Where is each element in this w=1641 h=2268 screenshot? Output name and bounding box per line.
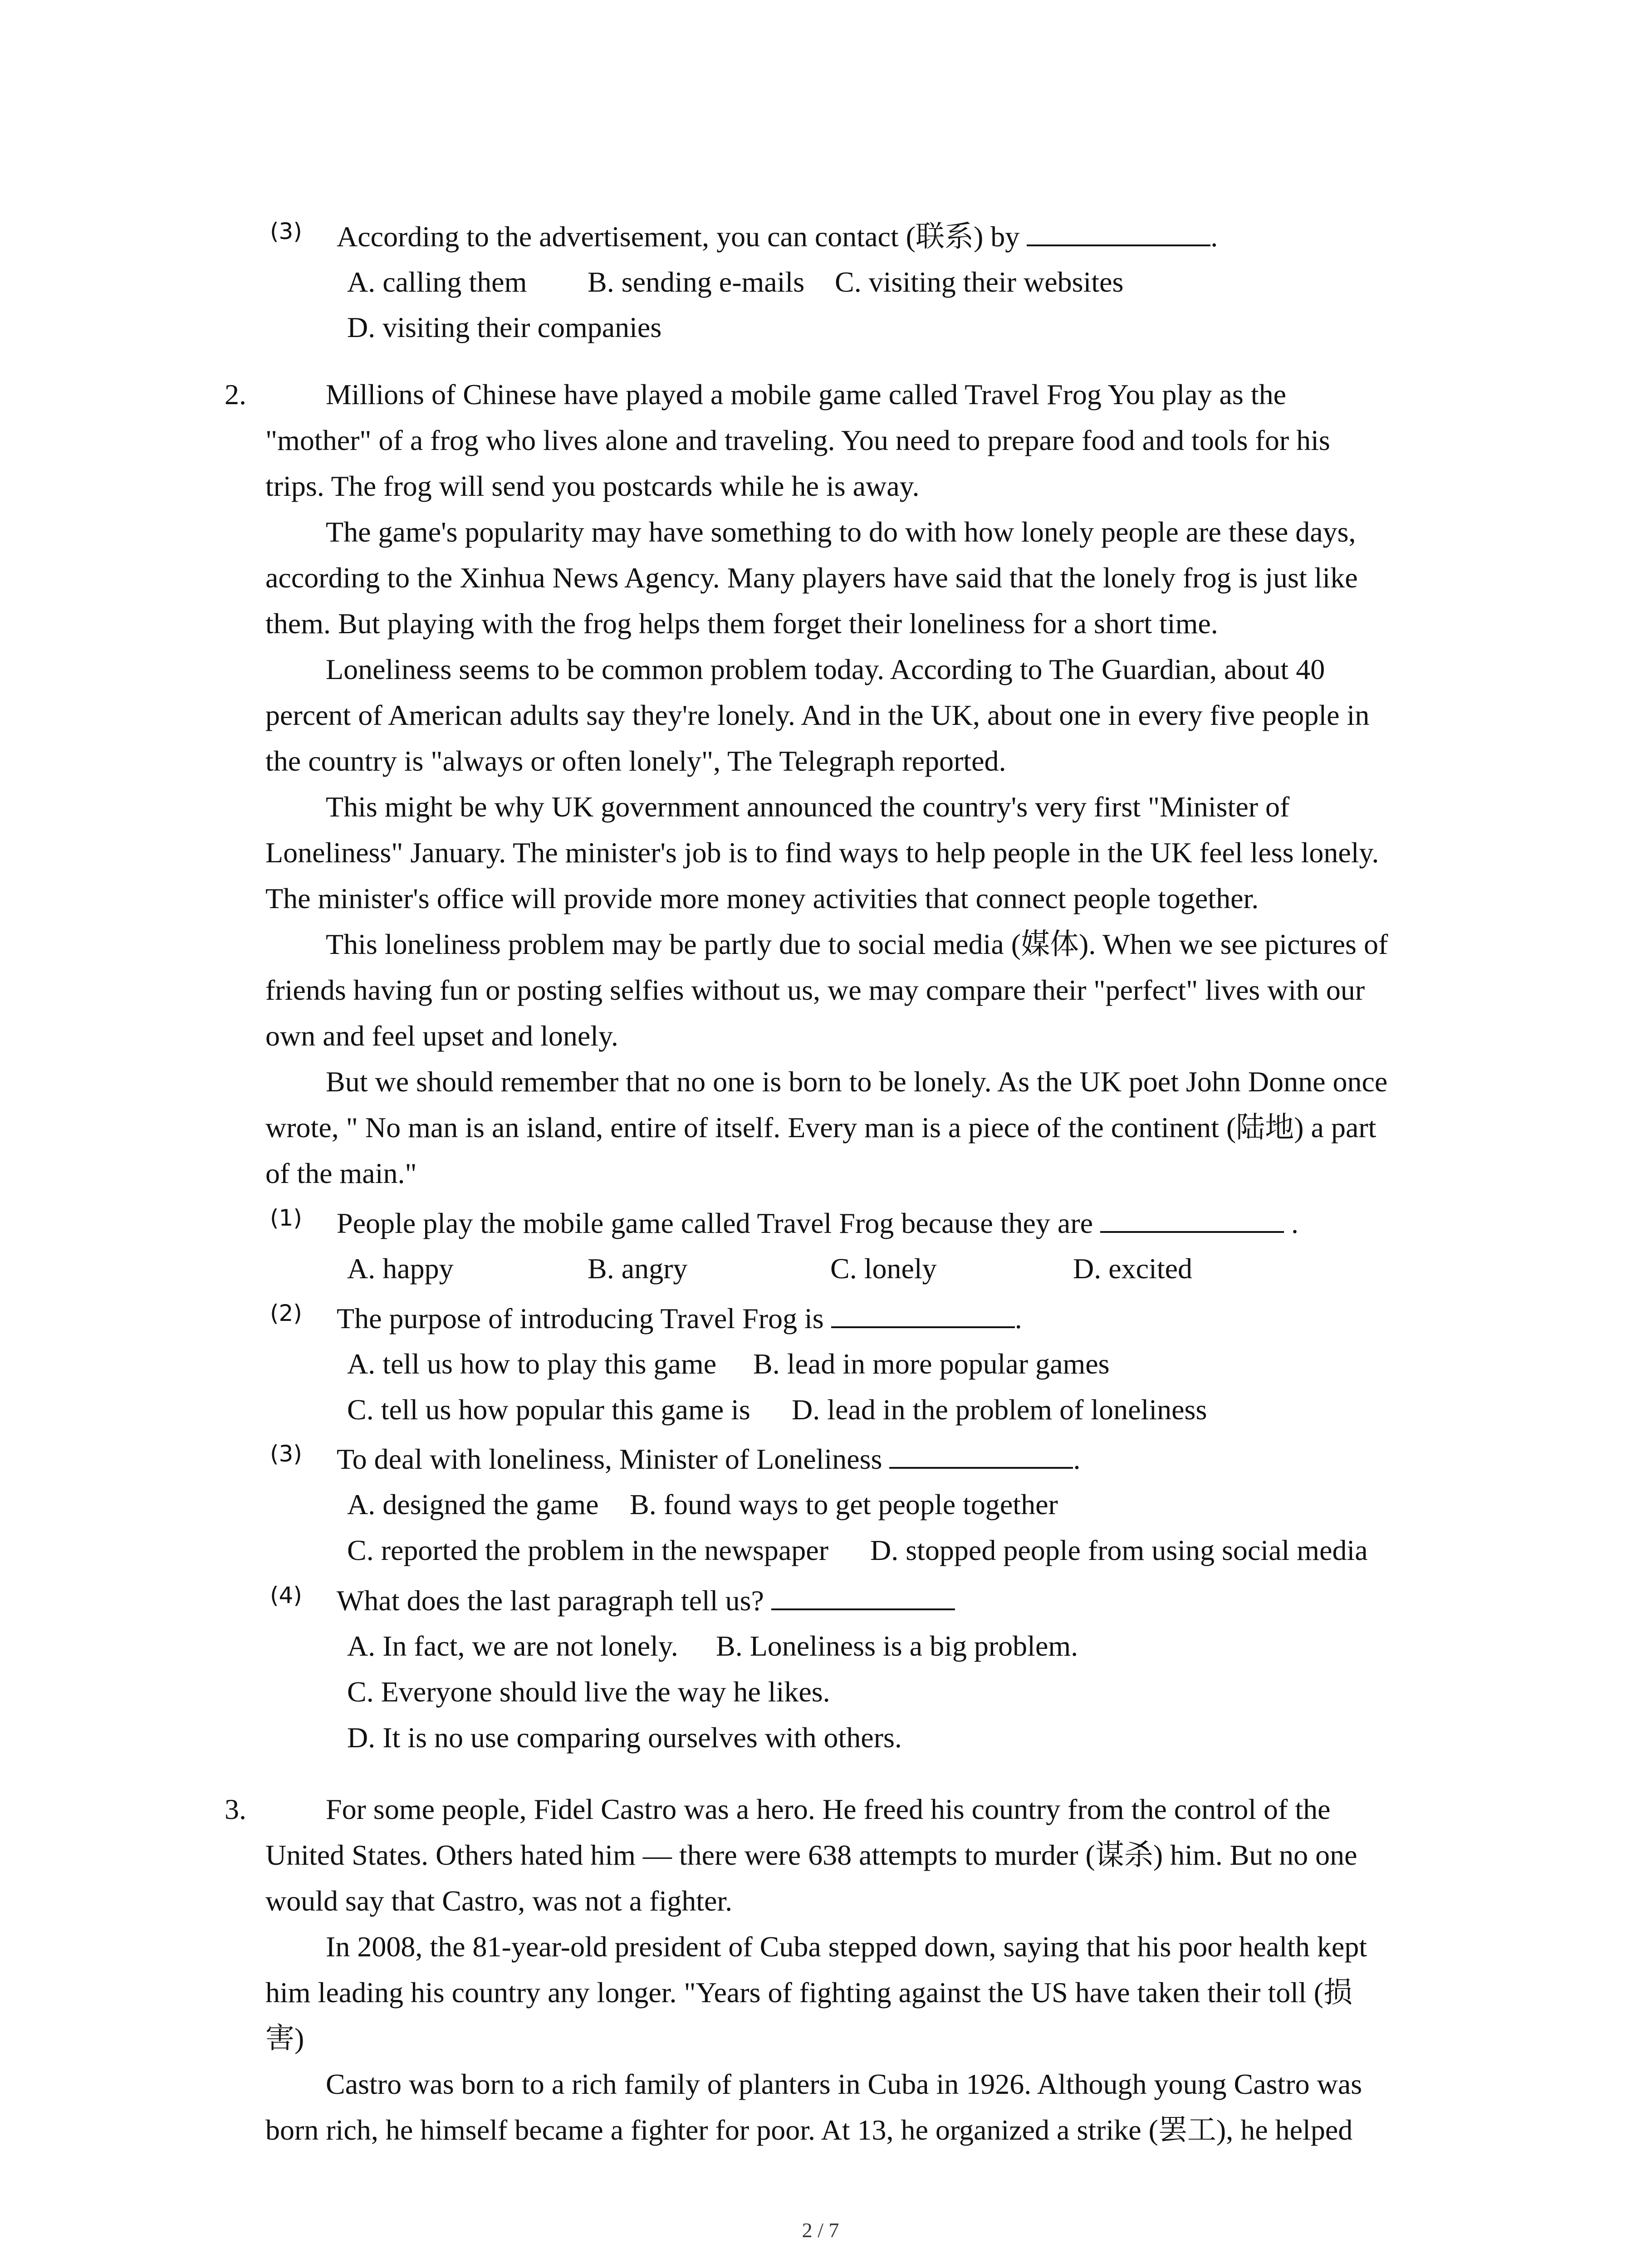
option-c: C. Everyone should live the way he likes.: [347, 1676, 830, 1708]
passage-line: according to the Xinhua News Agency. Many players have said that the lonely frog is just like: [265, 562, 1358, 594]
passage-line: But we should remember that no one is born to be lonely. As the UK poet John Donne once: [326, 1066, 1388, 1098]
passage-line: percent of American adults say they're lonely. And in the UK, about one in every five people in: [265, 699, 1370, 731]
passage-line: For some people, Fidel Castro was a hero. He freed his country from the control of the: [326, 1793, 1331, 1825]
passage-number: 2.: [225, 378, 246, 411]
question-stem-text: The purpose of introducing Travel Frog is: [337, 1302, 824, 1334]
question-stem-text: To deal with loneliness, Minister of Loneliness: [337, 1443, 882, 1475]
option-d: D. lead in the problem of loneliness: [792, 1393, 1207, 1426]
option-b: B. found ways to get people together: [630, 1488, 1058, 1520]
answer-blank: [1027, 244, 1210, 246]
question-number: (3): [270, 218, 302, 244]
option-a: A. calling them: [347, 266, 527, 298]
passage-line: friends having fun or posting selfies without us, we may compare their "perfect" lives with our: [265, 974, 1365, 1006]
option-b: B. Loneliness is a big problem.: [716, 1630, 1078, 1662]
option-c: C. reported the problem in the newspaper: [347, 1534, 828, 1566]
passage-line: United States. Others hated him — there were 638 attempts to murder (谋杀) him. But no one: [265, 1839, 1357, 1871]
question-stem: [337, 1445, 1080, 1474]
question-tail: .: [1073, 1443, 1081, 1475]
passage-line: the country is "always or often lonely", The Telegraph reported.: [265, 745, 1006, 777]
passage-line: wrote, " No man is an island, entire of itself. Every man is a piece of the continent (陆地) a part: [265, 1111, 1376, 1144]
passage-line: The minister's office will provide more money activities that connect people together.: [265, 882, 1259, 914]
question-tail: .: [1210, 220, 1218, 253]
question-number: (4): [270, 1582, 302, 1608]
passage-line: Millions of Chinese have played a mobile game called Travel Frog You play as the: [326, 378, 1286, 411]
question-stem: [337, 1586, 955, 1615]
passage-line: This might be why UK government announced the country's very first "Minister of: [326, 791, 1290, 823]
passage-line: born rich, he himself became a fighter for poor. At 13, he organized a strike (罢工), he helped: [265, 2114, 1353, 2146]
question-stem: [337, 222, 1218, 251]
answer-blank: [831, 1326, 1015, 1328]
option-d: D. stopped people from using social media: [870, 1534, 1368, 1566]
question-number: (3): [270, 1441, 302, 1467]
passage-line: would say that Castro, was not a fighter.: [265, 1885, 733, 1917]
option-a: A. tell us how to play this game: [347, 1348, 717, 1380]
option-b: B. lead in more popular games: [753, 1348, 1110, 1380]
answer-blank: [771, 1608, 955, 1610]
passage-line: them. But playing with the frog helps them forget their loneliness for a short time.: [265, 607, 1218, 640]
passage-line: Loneliness seems to be common problem today. According to The Guardian, about 40: [326, 653, 1325, 685]
passage-line: In 2008, the 81-year-old president of Cuba stepped down, saying that his poor health kept: [326, 1931, 1367, 1963]
option-d: D. It is no use comparing ourselves with others.: [347, 1721, 902, 1754]
option-c: C. visiting their websites: [835, 266, 1124, 298]
passage-line: of the main.": [265, 1157, 417, 1189]
question-number: (2): [270, 1300, 302, 1326]
page-number: 2 / 7: [802, 2219, 839, 2242]
answer-blank: [1100, 1231, 1284, 1233]
question-stem-text: What does the last paragraph tell us?: [337, 1584, 764, 1617]
option-a: A. designed the game: [347, 1488, 599, 1520]
answer-blank: [889, 1466, 1073, 1469]
passage-line: The game's popularity may have something to do with how lonely people are these days,: [326, 516, 1356, 548]
passage-line: Loneliness" January. The minister's job is to find ways to help people in the UK feel less lonely.: [265, 836, 1379, 869]
question-tail: .: [1291, 1207, 1299, 1239]
option-c: C. tell us how popular this game is: [347, 1393, 750, 1426]
passage-line: him leading his country any longer. "Years of fighting against the US have taken their toll (损: [265, 1976, 1353, 2009]
option-b: B. angry: [588, 1252, 688, 1285]
option-d: D. visiting their companies: [347, 311, 662, 343]
option-c: C. lonely: [830, 1252, 937, 1285]
passage-line: "mother" of a frog who lives alone and traveling. You need to prepare food and tools for his: [265, 424, 1330, 456]
option-d: D. excited: [1073, 1252, 1192, 1285]
passage-line: Castro was born to a rich family of planters in Cuba in 1926. Although young Castro was: [326, 2068, 1362, 2100]
question-stem-text: According to the advertisement, you can contact (联系) by: [337, 220, 1020, 253]
question-stem: [337, 1304, 1022, 1333]
option-a: A. happy: [347, 1252, 454, 1285]
question-number: (1): [270, 1205, 302, 1231]
question-stem: [337, 1209, 1298, 1238]
passage-number: 3.: [225, 1793, 246, 1825]
option-b: B. sending e-mails: [588, 266, 805, 298]
option-a: A. In fact, we are not lonely.: [347, 1630, 678, 1662]
passage-line: own and feel upset and lonely.: [265, 1020, 618, 1052]
question-stem-text: People play the mobile game called Travel Frog because they are: [337, 1207, 1093, 1239]
passage-line: 害): [265, 2022, 304, 2054]
passage-line: This loneliness problem may be partly due to social media (媒体). When we see pictures of: [326, 928, 1388, 960]
question-tail: .: [1014, 1302, 1022, 1334]
passage-line: trips. The frog will send you postcards while he is away.: [265, 470, 920, 502]
